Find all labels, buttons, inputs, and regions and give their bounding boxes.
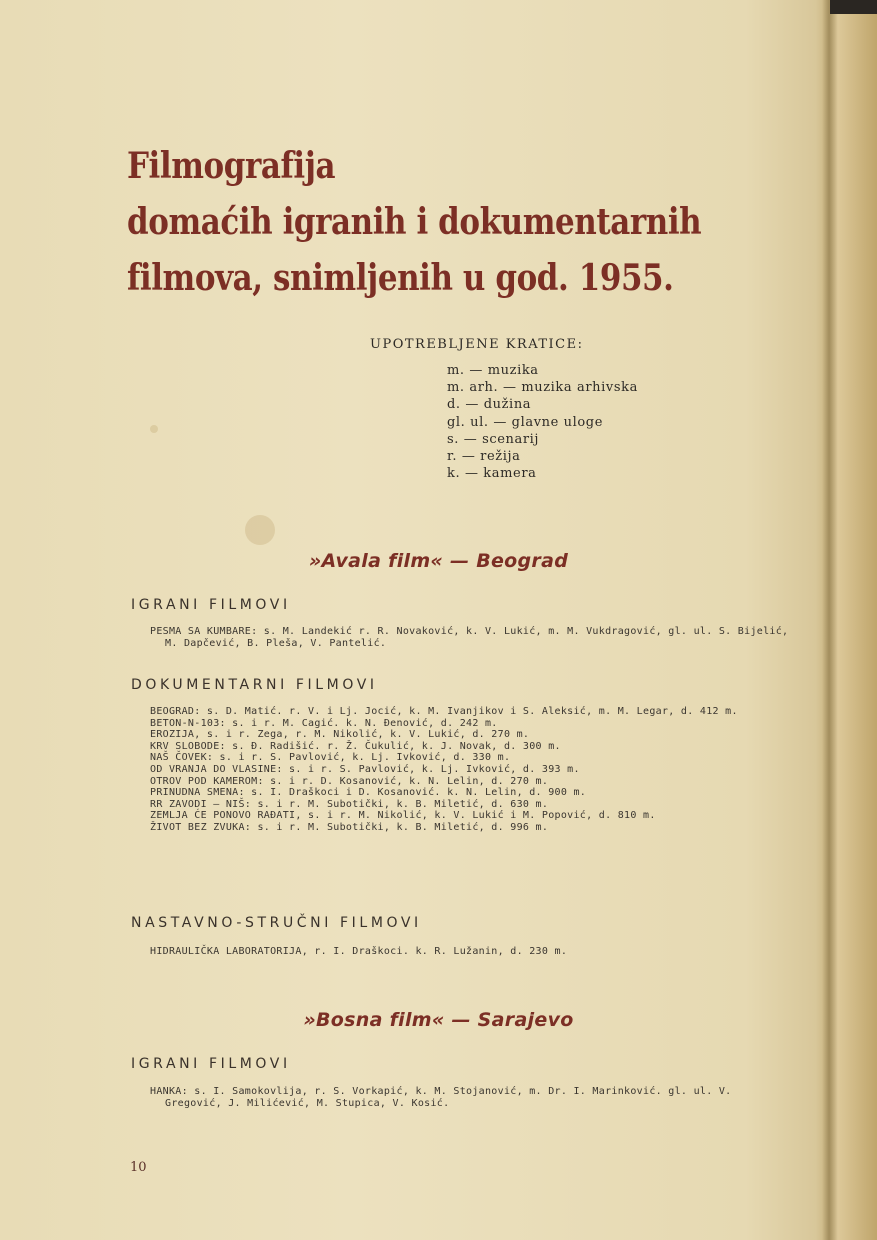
film-entry: OD VRANJA DO VLASINE: s. i r. S. Pavlović, k. Lj. Ivković, d. 393 m.	[150, 763, 580, 775]
abbreviation-item: m. — muzika	[447, 363, 539, 378]
page-title	[127, 138, 702, 306]
entry-list-dokumentarni	[150, 706, 790, 834]
film-entry: ŽIVOT BEZ ZVUKA: s. i r. M. Subotički, k. B. Miletić, d. 996 m.	[150, 821, 549, 833]
film-entry: ZEMLJA ĆE PONOVO RAĐATI, s. i r. M. Nikolić, k. V. Lukić i M. Popović, d. 810 m.	[150, 810, 656, 822]
abbreviation-item: r. — režija	[447, 449, 521, 465]
abbreviations-heading: UPOTREBLJENE KRATICE:	[370, 337, 584, 352]
film-entry: RR ZAVODI — NIŠ: s. i r. M. Subotički, k. B. Miletić, d. 630 m.	[150, 798, 549, 810]
studio-heading-bosna: »Bosna film« — Sarajevo	[303, 1009, 574, 1031]
section-heading-nastavni: NASTAVNO-STRUČNI FILMOVI	[131, 915, 422, 931]
section-heading-dokumentarni: DOKUMENTARNI FILMOVI	[131, 677, 378, 693]
title-line-2: domaćih igranih i dokumentarnih	[127, 201, 702, 243]
abbreviation-item: m. arh. — muzika arhivska	[447, 380, 638, 396]
entry-list-igrani-bosna	[150, 1086, 790, 1109]
film-entry: NAŠ ČOVEK: s. i r. S. Pavlović, k. Lj. Ivković, d. 330 m.	[150, 752, 511, 764]
book-binding-shadow	[822, 0, 838, 1240]
page-number: 10	[130, 1160, 147, 1175]
abbreviation-item: d. — dužina	[447, 397, 532, 413]
paper-stain	[245, 515, 275, 545]
abbreviation-item: s. — scenarij	[447, 431, 540, 447]
title-line-3: filmova, snimljenih u god. 1955.	[127, 257, 674, 299]
entry-list-igrani	[150, 626, 790, 649]
film-entry: EROZIJA, s. i r. Zega, r. M. Nikolić, k. V. Lukić, d. 270 m.	[150, 729, 530, 741]
paper-stain	[150, 425, 158, 433]
film-entry: OTROV POD KAMEROM: s. i r. D. Kosanović, k. N. Lelin, d. 270 m.	[150, 775, 549, 787]
abbreviations-list	[447, 362, 638, 482]
film-entry: PESMA SA KUMBARE: s. M. Landekić r. R. Novaković, k. V. Lukić, m. M. Vukdragović, gl. ul. S. Bijelić, M. Dapčević, B. Pleša, V. Pantelić.	[150, 626, 789, 649]
film-entry: HANKA: s. I. Samokovlija, r. S. Vorkapić, k. M. Stojanović, m. Dr. I. Marinković. gl. ul. V. Gregović, J. Milićević, M. Stupica, V. Kosić.	[150, 1086, 732, 1109]
film-entry: BEOGRAD: s. D. Matić. r. V. i Lj. Jocić, k. M. Ivanjikov i S. Aleksić, m. M. Legar, d. 412 m.	[150, 706, 738, 717]
film-entry: PRINUDNA SMENA: s. I. Draškoci i D. Kosanović. k. N. Lelin, d. 900 m.	[150, 787, 587, 799]
film-entry: BETON-N-103: s. i r. M. Cagić. k. N. Đenović, d. 242 m.	[150, 717, 498, 729]
entry-list-nastavni	[150, 946, 790, 958]
studio-heading-avala: »Avala film« — Beograd	[308, 550, 569, 572]
section-heading-igrani: IGRANI FILMOVI	[131, 597, 291, 613]
scan-edge	[830, 0, 877, 14]
abbreviation-item: k. — kamera	[447, 466, 537, 482]
section-heading-igrani-bosna: IGRANI FILMOVI	[131, 1056, 291, 1072]
title-line-1: Filmografija	[127, 145, 336, 187]
film-entry: HIDRAULIČKA LABORATORIJA, r. I. Draškoci. k. R. Lužanin, d. 230 m.	[150, 946, 568, 957]
abbreviation-item: gl. ul. — glavne uloge	[447, 414, 604, 430]
film-entry: KRV SLOBODE: s. Đ. Radišić. r. Ž. Čukulić, k. J. Novak, d. 300 m.	[150, 740, 561, 752]
